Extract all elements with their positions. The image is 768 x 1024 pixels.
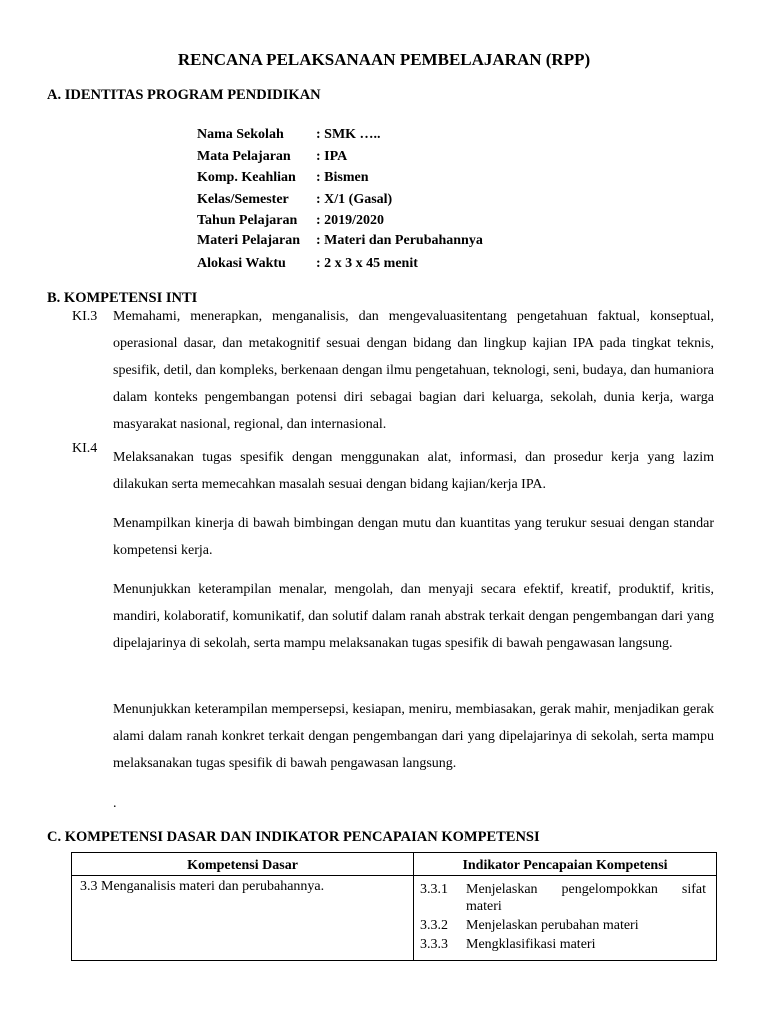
table-header-row — [72, 853, 717, 876]
ki4-paragraph: . — [113, 796, 117, 811]
ki3-text: Memahami, menerapkan, menganalisis, dan mengevaluasitentang pengetahuan faktual, konseptual, operasional dasar, dan metakognitif sesuai dengan bidang dan lingkup kajian IPA pada tingkat teknis, spesifik, detil, dan kompleks, berkenaan dengan ilmu pengetahuan, teknologi, seni, budaya, dan humaniora dalam konteks pengembangan potensi diri sebagai bagian dari keluarga, sekolah, dunia kerja, warga masyarakat nasional, regional, dan internasional. — [113, 309, 714, 432]
table-row — [72, 876, 717, 961]
ki4-paragraph: Menunjukkan keterampilan mempersepsi, kesiapan, meniru, membiasakan, gerak mahir, menjadikan gerak alami dalam ranah konkret terkait dengan pengembangan dari yang dipelajarinya di sekolah, serta mampu melaksanakan tugas spesifik di bawah pengawasan langsung. — [113, 702, 714, 771]
identity-value: : Materi dan Perubahannya — [316, 233, 483, 248]
section-c-heading: C. KOMPETENSI DASAR DAN INDIKATOR PENCAPAIAN KOMPETENSI — [47, 829, 540, 845]
ki4-paragraph: Menunjukkan keterampilan menalar, mengolah, dan menyaji secara efektif, kreatif, produktif, kritis, mandiri, kolaboratif, komunikatif, dan solutif dalam ranah abstrak terkait dengan pengembangan dari yang dipelajarinya di sekolah, serta mampu melaksanakan tugas spesifik di bawah pengawasan langsung. — [113, 582, 714, 651]
identity-label: Kelas/Semester — [197, 192, 289, 207]
identity-label: Nama Sekolah — [197, 127, 284, 142]
indicator-item — [420, 936, 706, 953]
ki3-label: KI.3 — [72, 309, 98, 324]
identity-value: : SMK ….. — [316, 127, 381, 142]
identity-value: : 2 x 3 x 45 menit — [316, 256, 418, 271]
section-a-heading: A. IDENTITAS PROGRAM PENDIDIKAN — [47, 87, 321, 103]
identity-value: : X/1 (Gasal) — [316, 192, 393, 207]
identity-label: Tahun Pelajaran — [197, 213, 298, 228]
identity-value: : Bismen — [316, 170, 369, 185]
identity-value: : 2019/2020 — [316, 213, 385, 228]
indicator-number: 3.3.2 — [420, 918, 448, 933]
identity-label: Alokasi Waktu — [197, 256, 286, 271]
identity-value: : IPA — [316, 149, 348, 164]
kd-cell: 3.3 Menganalisis materi dan perubahannya. — [72, 876, 414, 961]
indicator-text: Menjelaskan pengelompokkan sifat materi — [466, 882, 706, 914]
column-header: Indikator Pencapaian Kompetensi — [414, 853, 717, 876]
indicator-item — [420, 881, 706, 915]
indicator-item — [420, 917, 706, 934]
indicator-text: Menjelaskan perubahan materi — [466, 918, 639, 933]
section-b-heading: B. KOMPETENSI INTI — [47, 290, 198, 306]
competency-table — [71, 852, 717, 961]
ki4-paragraph: Melaksanakan tugas spesifik dengan menggunakan alat, informasi, dan prosedur kerja yang lazim dilakukan serta memecahkan masalah sesuai dengan bidang kajian/kerja IPA. — [113, 450, 714, 492]
indicator-number: 3.3.3 — [420, 937, 448, 952]
indicator-cell — [414, 876, 717, 961]
document-title: RENCANA PELAKSANAAN PEMBELAJARAN (RPP) — [177, 50, 591, 69]
column-header: Kompetensi Dasar — [72, 853, 414, 876]
identity-label: Mata Pelajaran — [197, 149, 291, 164]
ki4-label: KI.4 — [72, 441, 98, 456]
identity-label: Materi Pelajaran — [197, 233, 301, 248]
indicator-number: 3.3.1 — [420, 882, 448, 897]
ki4-paragraph: Menampilkan kinerja di bawah bimbingan dengan mutu dan kuantitas yang terukur sesuai dengan standar kompetensi kerja. — [113, 516, 714, 558]
indicator-text: Mengklasifikasi materi — [466, 937, 596, 952]
identity-label: Komp. Keahlian — [197, 170, 296, 185]
